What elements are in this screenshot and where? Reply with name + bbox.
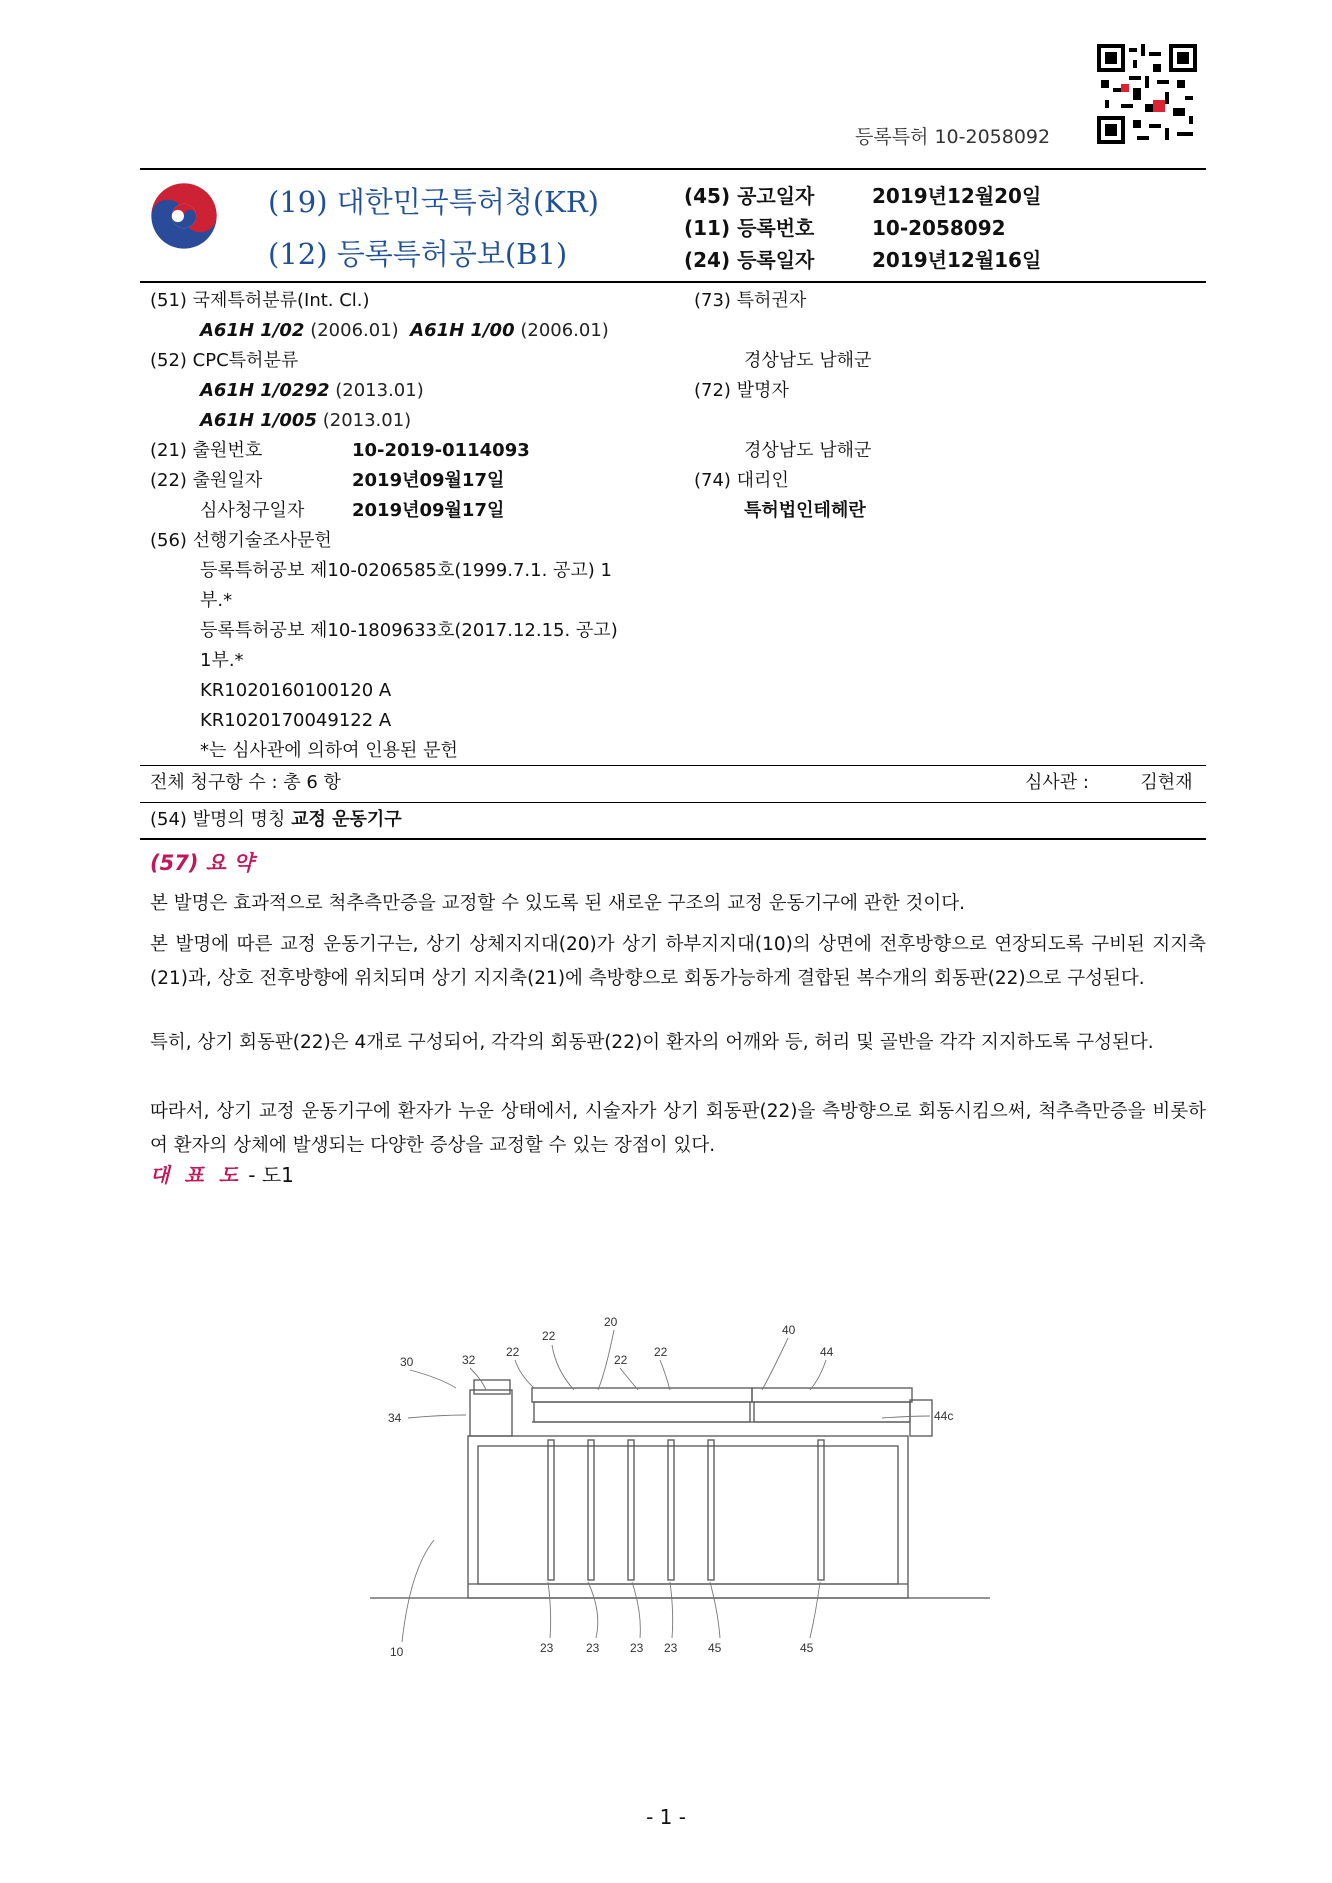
- exam-request-label: 심사청구일자: [200, 500, 305, 521]
- kipo-logo: [150, 182, 218, 250]
- label-40: 40: [782, 1323, 796, 1337]
- prior-art-4: KR1020170049122 A: [200, 710, 392, 731]
- inventor-address: 경상남도 남해군: [744, 440, 872, 461]
- registration-number-top: 등록특허 10-2058092: [855, 126, 1051, 148]
- claims-top-rule: [140, 765, 1206, 766]
- label-30: 30: [400, 1355, 414, 1369]
- ipc-code-2: A61H 1/00: [410, 320, 515, 341]
- strut-6: [818, 1440, 824, 1580]
- agent-name: 특허법인테헤란: [744, 500, 866, 521]
- label-23c: 23: [630, 1641, 644, 1655]
- lower-board: [752, 1388, 912, 1402]
- app-number-value: 10-2019-0114093: [352, 440, 530, 461]
- examiner-name: 김현재: [1140, 772, 1193, 793]
- inventor-label: (72) 발명자: [694, 380, 789, 401]
- label-10: 10: [390, 1645, 404, 1659]
- strut-1: [548, 1440, 554, 1580]
- publication-type: (12) 등록특허공보(B1): [268, 237, 568, 271]
- representative-value: - 도1: [248, 1163, 294, 1187]
- label-22c: 22: [614, 1353, 628, 1367]
- head-rest: [470, 1390, 512, 1436]
- label-22b: 22: [542, 1329, 556, 1343]
- pub-date-label: (45) 공고일자: [684, 184, 815, 208]
- label-23a: 23: [540, 1641, 554, 1655]
- prior-art-2b: 1부.*: [200, 650, 244, 671]
- upper-board: [532, 1388, 752, 1402]
- claims-mid-rule: [140, 802, 1206, 803]
- handle-44c: [910, 1400, 932, 1436]
- abstract-paragraph-3: 특히, 상기 회동판(22)은 4개로 구성되어, 각각의 회동판(22)이 환자의 어깨와 등, 허리 및 골반을 각각 지지하도록 구성된다.: [150, 1032, 1154, 1053]
- header-bottom-rule: [140, 281, 1206, 283]
- ipc-label: (51) 국제특허분류(Int. Cl.): [150, 290, 370, 311]
- ipc-year-1: (2006.01): [310, 320, 399, 341]
- invention-title-row: [150, 805, 402, 835]
- cpc-code-2: A61H 1/005: [200, 410, 317, 431]
- reg-date-row: [684, 244, 1041, 273]
- prior-art-label: (56) 선행기술조사문헌: [150, 530, 332, 551]
- invention-title-label: (54) 발명의 명칭: [150, 809, 286, 830]
- owner-label: (73) 특허권자: [694, 290, 807, 311]
- base-frame: [468, 1436, 908, 1598]
- label-45b: 45: [800, 1641, 814, 1655]
- label-32: 32: [462, 1353, 476, 1367]
- agent-label: (74) 대리인: [694, 470, 789, 491]
- reg-number-row: [684, 212, 1006, 241]
- prior-art-1b: 부.*: [200, 590, 233, 611]
- label-23d: 23: [664, 1641, 678, 1655]
- abstract-heading: (57) 요 약: [150, 851, 254, 875]
- abstract-paragraph-1: 본 발명은 효과적으로 척추측만증을 교정할 수 있도록 된 새로운 구조의 교정 운동기구에 관한 것이다.: [150, 893, 966, 914]
- prior-art-2a: 등록특허공보 제10-1809633호(2017.12.15. 공고): [200, 620, 618, 641]
- label-44c: 44c: [934, 1409, 954, 1423]
- app-date-value: 2019년09월17일: [352, 470, 505, 491]
- label-44: 44: [820, 1345, 834, 1359]
- ipc-code-1: A61H 1/02: [200, 320, 305, 341]
- label-23b: 23: [586, 1641, 600, 1655]
- label-34: 34: [388, 1411, 402, 1425]
- abstract-paragraph-4: 따라서, 상기 교정 운동기구에 환자가 누운 상태에서, 시술자가 상기 회동판(22)을 측방향으로 회동시킴으써, 척추측만증을 비롯하여 환자의 상체에 발생되는 다양한 증상을 교정할 수 있는 장점이 있다.: [150, 1101, 1206, 1156]
- examiner-label: 심사관 :: [1025, 772, 1089, 793]
- prior-art-1a: 등록특허공보 제10-0206585호(1999.7.1. 공고) 1: [200, 560, 612, 581]
- ipc-year-2: (2006.01): [520, 320, 609, 341]
- examiner-row: [1025, 768, 1193, 798]
- strut-2: [588, 1440, 594, 1580]
- owner-address: 경상남도 남해군: [744, 350, 872, 371]
- title-bottom-rule: [140, 838, 1206, 840]
- label-45a: 45: [708, 1641, 722, 1655]
- cpc-year-1: (2013.01): [335, 380, 424, 401]
- pub-date-value: 2019년12월20일: [872, 184, 1042, 208]
- reg-number-label: (11) 등록번호: [684, 216, 815, 240]
- pub-date-row: [684, 180, 1041, 209]
- cpc-year-2: (2013.01): [322, 410, 412, 431]
- right-biblio: [694, 286, 871, 526]
- page-number: - 1 -: [646, 1805, 686, 1829]
- header-top-rule: [140, 168, 1206, 170]
- prior-art-note: *는 심사관에 의하여 인용된 문헌: [200, 740, 458, 761]
- qr-code: [1097, 44, 1197, 144]
- abstract-paragraph-2: 본 발명에 따른 교정 운동기구는, 상기 상체지지대(20)가 상기 하부지지대(10)의 상면에 전후방향으로 연장되도록 구비된 지지축(21)과, 상호 전후방향에 위치되며 상기 지지축(21)에 측방향으로 회동가능하게 결합된 복수개의 회동판(22)으로 구성된다.: [150, 934, 1206, 989]
- representative-drawing: [370, 1240, 990, 1680]
- cpc-code-1: A61H 1/0292: [200, 380, 330, 401]
- cpc-label: (52) CPC특허분류: [150, 350, 299, 371]
- label-22d: 22: [654, 1345, 668, 1359]
- claims-total: 전체 청구항 수 : 총 6 항: [150, 772, 341, 793]
- reg-date-value: 2019년12월16일: [872, 248, 1042, 272]
- left-biblio: [150, 286, 618, 766]
- prior-art-3: KR1020160100120 A: [200, 680, 392, 701]
- strut-4: [668, 1440, 674, 1580]
- app-number-label: (21) 출원번호: [150, 440, 263, 461]
- label-20: 20: [604, 1315, 618, 1329]
- office-name: (19) 대한민국특허청(KR): [268, 185, 599, 219]
- strut-5: [708, 1440, 714, 1580]
- reg-number-value: 10-2058092: [872, 216, 1006, 240]
- exam-request-date: 2019년09월17일: [352, 500, 505, 521]
- invention-title-value: 교정 운동기구: [291, 809, 402, 830]
- label-22a: 22: [506, 1345, 520, 1359]
- base-inner: [478, 1446, 898, 1584]
- representative-figure: [150, 1159, 294, 1188]
- app-date-label: (22) 출원일자: [150, 470, 263, 491]
- representative-label: 대 표 도: [150, 1163, 242, 1187]
- strut-3: [628, 1440, 634, 1580]
- reg-date-label: (24) 등록일자: [684, 248, 815, 272]
